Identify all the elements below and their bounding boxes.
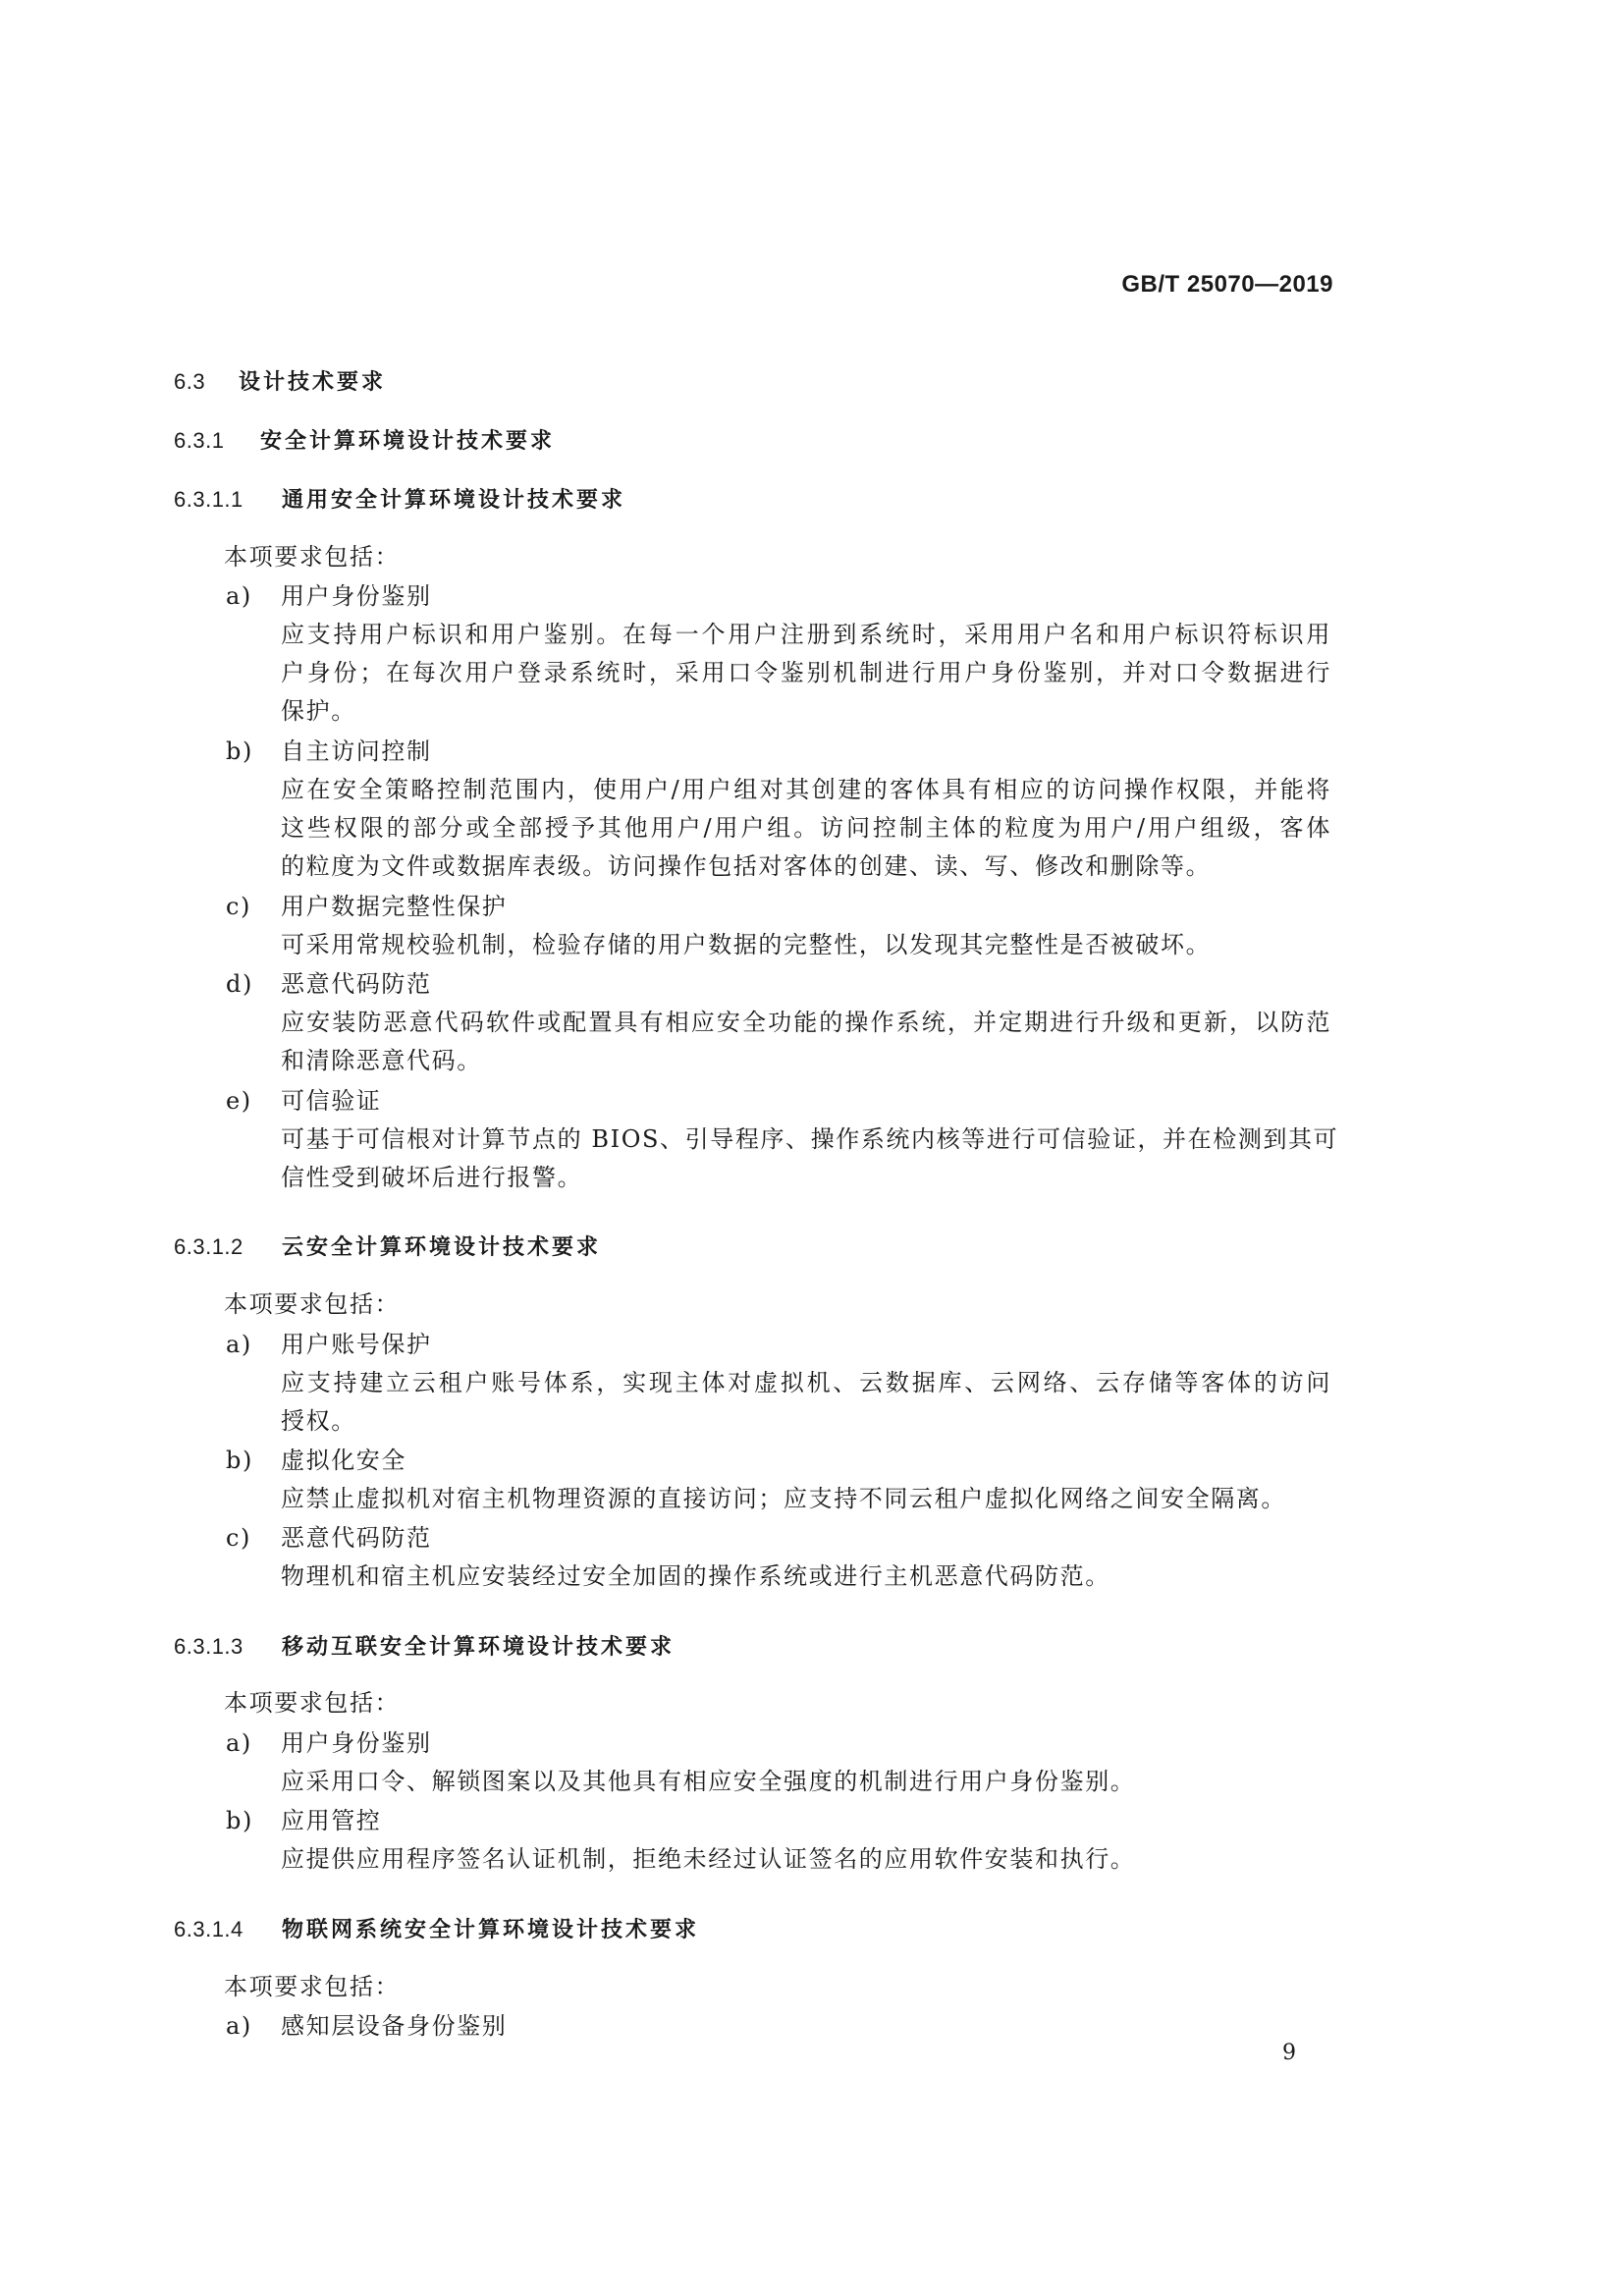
section-heading-6-3-1-3 [174,1630,675,1661]
section-intro: 本项要求包括： [224,1973,401,2000]
section-title: 安全计算环境设计技术要求 [260,429,556,454]
list-item-text: 的粒度为文件或数据库表级。访问操作包括对客体的创建、读、写、修改和删除等。 [281,852,1212,880]
section-title: 移动互联安全计算环境设计技术要求 [282,1635,676,1660]
list-item-text: 应禁止虚拟机对宿主机物理资源的直接访问；应支持不同云租户虚拟化网络之间安全隔离。 [281,1485,1286,1512]
section-intro: 本项要求包括： [224,1689,401,1717]
list-item-text: 这些权限的部分或全部授予其他用户/用户组。访问控制主体的粒度为用户/用户组级，客体 [281,814,1331,842]
list-marker: e) [226,1087,252,1115]
list-item-text: 应提供应用程序签名认证机制，拒绝未经过认证签名的应用软件安装和执行。 [281,1845,1136,1873]
list-item-title: 用户身份鉴别 [281,582,432,610]
list-marker: a) [226,1331,252,1358]
list-marker: c) [226,893,252,920]
list-marker: b) [226,1447,253,1474]
list-marker: d) [226,970,253,998]
section-heading-6-3-1-2 [174,1230,601,1261]
list-marker: c) [226,1524,252,1552]
section-heading-6-3-1-4 [174,1913,699,1943]
list-item-text: 授权。 [281,1407,356,1435]
list-item-title: 用户账号保护 [281,1331,432,1358]
list-item-text: 应支持用户标识和用户鉴别。在每一个用户注册到系统时，采用用户名和用户标识符标识用 [281,621,1331,648]
section-title: 物联网系统安全计算环境设计技术要求 [282,1918,700,1942]
list-item-text: 信性受到破坏后进行报警。 [281,1164,583,1191]
list-item-text: 可采用常规校验机制，检验存储的用户数据的完整性，以发现其完整性是否被破坏。 [281,931,1212,958]
section-number: 6.3.1.1 [174,487,243,512]
list-marker: a) [226,1729,252,1757]
section-intro: 本项要求包括： [224,543,401,571]
list-item-text: 户身份；在每次用户登录系统时，采用口令鉴别机制进行用户身份鉴别，并对口令数据进行 [281,659,1331,686]
page-number: 9 [1282,2041,1296,2065]
list-item-title: 恶意代码防范 [281,970,432,998]
list-item-title: 虚拟化安全 [281,1447,406,1474]
section-number: 6.3.1.3 [174,1634,243,1659]
list-item-title: 感知层设备身份鉴别 [281,2012,508,2040]
list-item-text: 应采用口令、解锁图案以及其他具有相应安全强度的机制进行用户身份鉴别。 [281,1768,1136,1795]
section-number: 6.3 [174,369,206,394]
section-number: 6.3.1.2 [174,1234,243,1259]
list-item-title: 可信验证 [281,1087,382,1115]
section-heading-6-3-1-1 [174,483,625,514]
list-item-text: 可基于可信根对计算节点的 BIOS、引导程序、操作系统内核等进行可信验证，并在检测到其可 [281,1125,1339,1153]
section-title: 通用安全计算环境设计技术要求 [282,488,626,513]
list-marker: a) [226,582,252,610]
section-title: 设计技术要求 [239,370,387,395]
list-marker: b) [226,1807,253,1834]
section-number: 6.3.1.4 [174,1917,243,1941]
list-item-text: 物理机和宿主机应安装经过安全加固的操作系统或进行主机恶意代码防范。 [281,1562,1110,1590]
list-item-text: 应支持建立云租户账号体系，实现主体对虚拟机、云数据库、云网络、云存储等客体的访问 [281,1369,1331,1396]
list-marker: b) [226,738,253,765]
list-item-title: 自主访问控制 [281,738,432,765]
section-heading-6-3 [174,365,386,396]
list-item-title: 恶意代码防范 [281,1524,432,1552]
list-item-title: 应用管控 [281,1807,382,1834]
list-item-text: 应在安全策略控制范围内，使用户/用户组对其创建的客体具有相应的访问操作权限，并能将 [281,776,1331,803]
section-intro: 本项要求包括： [224,1290,401,1318]
section-title: 云安全计算环境设计技术要求 [282,1235,602,1260]
standard-code: GB/T 25070—2019 [1121,271,1333,298]
section-number: 6.3.1 [174,428,225,453]
list-marker: a) [226,2012,252,2040]
list-item-title: 用户身份鉴别 [281,1729,432,1757]
list-item-text: 保护。 [281,697,356,725]
list-item-text: 和清除恶意代码。 [281,1047,482,1074]
list-item-title: 用户数据完整性保护 [281,893,508,920]
list-item-text: 应安装防恶意代码软件或配置具有相应安全功能的操作系统，并定期进行升级和更新，以防范 [281,1009,1331,1036]
section-heading-6-3-1 [174,424,555,455]
